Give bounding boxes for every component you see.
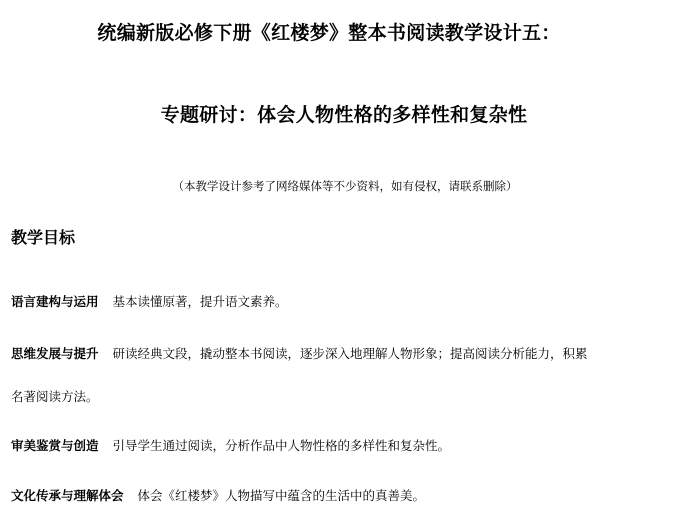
goal-label: 思维发展与提升	[11, 346, 99, 361]
goal-item-continuation	[11, 387, 99, 405]
goal-text: 研读经典文段，撬动整本书阅读，逐步深入地理解人物形象；提高阅读分析能力，积累	[112, 346, 588, 361]
goal-text: 体会《红楼梦》人物描写中蕴含的生活中的真善美。	[137, 488, 426, 503]
document-subtitle: 专题研讨：体会人物性格的多样性和复杂性	[160, 104, 528, 126]
goal-item	[11, 486, 425, 504]
goal-label: 审美鉴赏与创造	[11, 438, 99, 453]
copyright-note: （本教学设计参考了网络媒体等不少资料，如有侵权，请联系删除）	[172, 179, 518, 193]
goal-label: 文化传承与理解体会	[11, 488, 124, 503]
document-title: 统编新版必修下册《红楼梦》整本书阅读教学设计五：	[97, 22, 561, 44]
section-heading: 教学目标	[11, 228, 76, 247]
goal-text: 基本读懂原著，提升语文素养。	[112, 294, 288, 309]
goal-text: 引导学生通过阅读，分析作品中人物性格的多样性和复杂性。	[112, 438, 451, 453]
goal-text: 名著阅读方法。	[11, 389, 99, 404]
goal-label: 语言建构与运用	[11, 294, 99, 309]
goal-item	[11, 436, 450, 454]
goal-item	[11, 292, 288, 310]
goal-item	[11, 344, 588, 362]
